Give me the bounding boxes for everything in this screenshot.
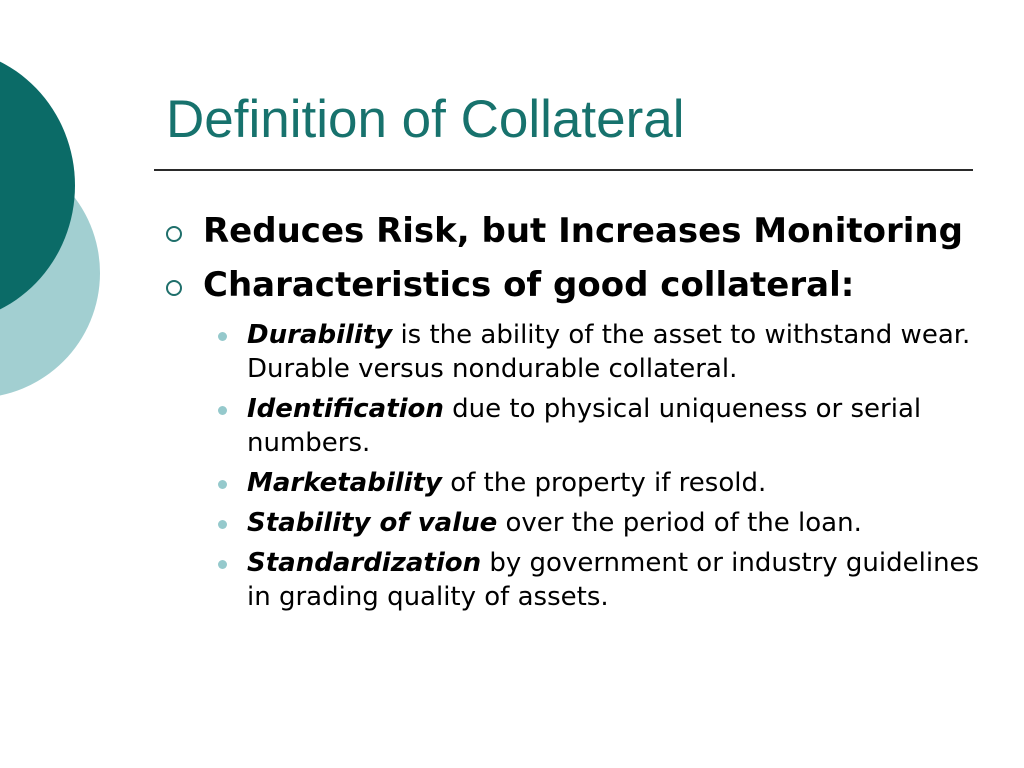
dot-bullet-icon xyxy=(218,332,227,341)
term-description: is the ability of the asset to withstand wear. Durable versus nondurable collateral. xyxy=(247,320,971,384)
bullet-reduces-risk xyxy=(160,210,980,252)
term-description: over the period of the loan. xyxy=(497,508,862,538)
dot-bullet-icon xyxy=(218,520,227,529)
term-label: Durability xyxy=(247,320,393,350)
bullet-characteristics xyxy=(160,264,980,306)
term-label: Stability of value xyxy=(247,508,498,538)
term-label: Identification xyxy=(247,394,444,424)
slide-title: Definition of Collateral xyxy=(166,90,685,149)
sub-bullet-marketability xyxy=(160,466,980,500)
term-label: Standardization xyxy=(247,548,482,578)
sub-bullet-standardization xyxy=(160,546,980,614)
characteristics-list xyxy=(160,318,980,614)
hollow-circle-bullet-icon xyxy=(166,226,182,242)
sub-bullet-durability xyxy=(160,318,980,386)
hollow-circle-bullet-icon xyxy=(166,280,182,296)
dot-bullet-icon xyxy=(218,406,227,415)
slide-content xyxy=(160,210,980,620)
dot-bullet-icon xyxy=(218,480,227,489)
term-description: by government or industry guidelines in grading quality of assets. xyxy=(247,548,980,612)
term-description: of the property if resold. xyxy=(441,468,767,498)
dot-bullet-icon xyxy=(218,560,227,569)
term-description: due to physical uniqueness or serial numbers. xyxy=(247,394,922,458)
title-divider xyxy=(154,169,973,171)
sub-bullet-stability-of-value xyxy=(160,506,980,540)
bullet-text: Characteristics of good collateral: xyxy=(203,265,855,305)
sub-bullet-identification xyxy=(160,392,980,460)
bullet-text: Reduces Risk, but Increases Monitoring xyxy=(203,211,963,251)
term-label: Marketability xyxy=(247,468,442,498)
